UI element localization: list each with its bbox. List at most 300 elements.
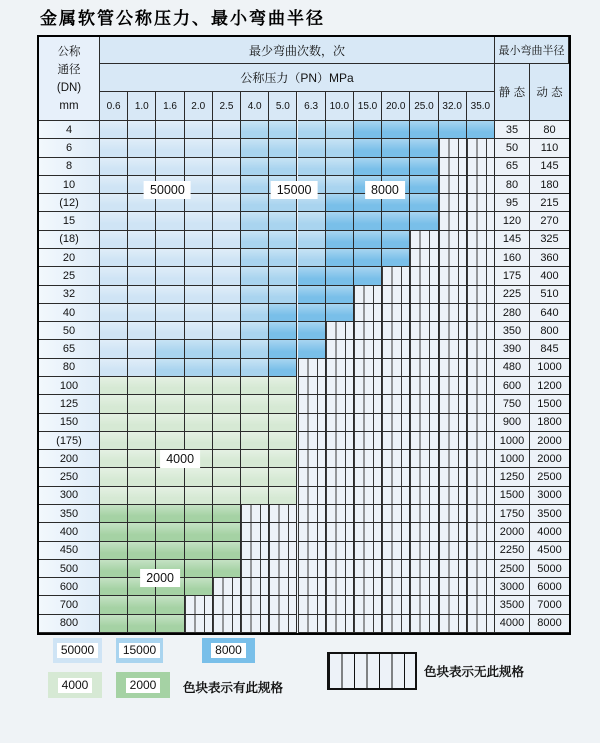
spec-cell [213, 542, 241, 560]
spec-cell [100, 121, 128, 139]
spec-cell [100, 340, 128, 358]
spec-cell [241, 121, 269, 139]
spec-cell [382, 249, 410, 267]
spec-cell [100, 414, 128, 432]
spec-cell [298, 158, 326, 176]
spec-cell [298, 322, 326, 340]
dynamic-value-cell: 6000 [530, 578, 569, 596]
no-spec-cell [467, 340, 495, 358]
spec-cell [326, 158, 354, 176]
spec-cell [410, 176, 438, 194]
spec-cell [241, 359, 269, 377]
spec-cell [269, 212, 297, 230]
no-spec-cell [410, 542, 438, 560]
no-spec-cell [326, 432, 354, 450]
no-spec-cell [354, 560, 382, 578]
no-spec-cell [439, 212, 467, 230]
spec-cell [354, 212, 382, 230]
dn-cell: 150 [39, 414, 100, 432]
no-spec-cell [382, 615, 410, 633]
spec-cell [326, 139, 354, 157]
spec-cell [241, 395, 269, 413]
no-spec-cell [467, 523, 495, 541]
spec-cell [298, 249, 326, 267]
no-spec-cell [467, 176, 495, 194]
spec-cell [100, 542, 128, 560]
no-spec-cell [298, 505, 326, 523]
no-spec-cell [382, 286, 410, 304]
spec-cell [326, 267, 354, 285]
no-spec-cell [410, 596, 438, 614]
dn-cell: 125 [39, 395, 100, 413]
no-spec-cell [382, 523, 410, 541]
spec-cell [354, 267, 382, 285]
no-spec-cell [241, 523, 269, 541]
spec-cell [298, 304, 326, 322]
spec-cell [128, 231, 156, 249]
static-value-cell: 65 [495, 158, 530, 176]
no-spec-cell [467, 267, 495, 285]
dn-cell: 4 [39, 121, 100, 139]
no-spec-cell [354, 322, 382, 340]
spec-cell [241, 249, 269, 267]
spec-cell [213, 359, 241, 377]
spec-cell [241, 340, 269, 358]
pressure-value-header: 32.0 [439, 92, 467, 121]
dn-column-header [39, 37, 100, 121]
no-spec-cell [410, 487, 438, 505]
no-spec-cell [439, 432, 467, 450]
no-spec-cell [467, 377, 495, 395]
spec-cell [156, 304, 184, 322]
spec-cell [156, 340, 184, 358]
no-spec-cell [298, 395, 326, 413]
no-spec-cell [241, 596, 269, 614]
no-spec-cell [298, 578, 326, 596]
static-value-cell: 175 [495, 267, 530, 285]
pressure-value-header: 20.0 [382, 92, 410, 121]
nominal-pressure-header: 公称压力（PN）MPa [100, 64, 495, 92]
no-spec-cell [439, 505, 467, 523]
no-spec-cell [354, 377, 382, 395]
no-spec-cell [439, 359, 467, 377]
spec-cell [185, 267, 213, 285]
spec-cell [241, 158, 269, 176]
no-spec-cell [326, 450, 354, 468]
spec-cell [156, 139, 184, 157]
no-spec-cell [241, 542, 269, 560]
spec-cell [185, 121, 213, 139]
no-spec-cell [354, 596, 382, 614]
no-spec-cell [298, 432, 326, 450]
no-spec-cell [382, 377, 410, 395]
spec-cell [213, 194, 241, 212]
legend-no-spec-text: 色块表示无此规格 [424, 665, 525, 679]
spec-cell [100, 395, 128, 413]
pressure-value-header: 4.0 [241, 92, 269, 121]
no-spec-cell [382, 432, 410, 450]
spec-cell [128, 340, 156, 358]
spec-cell [100, 560, 128, 578]
no-spec-cell [382, 487, 410, 505]
spec-cell [354, 158, 382, 176]
pressure-value-header: 1.6 [156, 92, 184, 121]
spec-cell [326, 286, 354, 304]
no-spec-cell [467, 231, 495, 249]
dn-cell: 700 [39, 596, 100, 614]
dynamic-value-cell: 325 [530, 231, 569, 249]
spec-cell [100, 523, 128, 541]
no-spec-cell [298, 450, 326, 468]
no-spec-cell [354, 615, 382, 633]
spec-cell [298, 139, 326, 157]
no-spec-cell [439, 414, 467, 432]
no-spec-cell [326, 615, 354, 633]
dynamic-value-cell: 80 [530, 121, 569, 139]
spec-cell [269, 414, 297, 432]
no-spec-cell [467, 139, 495, 157]
dynamic-value-cell: 2000 [530, 450, 569, 468]
no-spec-cell [467, 395, 495, 413]
no-spec-cell [439, 304, 467, 322]
page-title: 金属软管公称压力、最小弯曲半径 [40, 9, 325, 28]
spec-cell [241, 414, 269, 432]
static-value-cell: 750 [495, 395, 530, 413]
no-spec-cell [467, 432, 495, 450]
dynamic-value-cell: 400 [530, 267, 569, 285]
dynamic-value-cell: 1800 [530, 414, 569, 432]
no-spec-cell [269, 578, 297, 596]
spec-cell [156, 432, 184, 450]
no-spec-cell [439, 523, 467, 541]
dn-cell: 40 [39, 304, 100, 322]
spec-cell [100, 487, 128, 505]
spec-cell [213, 139, 241, 157]
spec-cell [100, 578, 128, 596]
spec-cell [269, 432, 297, 450]
spec-cell [213, 231, 241, 249]
spec-cell [269, 158, 297, 176]
spec-cell [326, 194, 354, 212]
dynamic-value-cell: 2500 [530, 468, 569, 486]
pressure-value-header: 25.0 [410, 92, 438, 121]
spec-cell [213, 377, 241, 395]
spec-cell [382, 139, 410, 157]
no-spec-cell [410, 304, 438, 322]
no-spec-cell [467, 505, 495, 523]
spec-cell [410, 139, 438, 157]
spec-cell [100, 377, 128, 395]
dn-cell: 20 [39, 249, 100, 267]
dn-cell: 250 [39, 468, 100, 486]
spec-cell [128, 139, 156, 157]
static-value-cell: 900 [495, 414, 530, 432]
spec-cell [100, 231, 128, 249]
spec-cell [269, 139, 297, 157]
spec-cell [100, 139, 128, 157]
no-spec-cell [382, 359, 410, 377]
dynamic-value-cell: 5000 [530, 560, 569, 578]
spec-cell [213, 304, 241, 322]
spec-cell [213, 432, 241, 450]
spec-cell [185, 231, 213, 249]
dn-cell: 800 [39, 615, 100, 633]
spec-cell [128, 505, 156, 523]
spec-cell [100, 322, 128, 340]
dn-cell: 350 [39, 505, 100, 523]
no-spec-cell [439, 340, 467, 358]
static-value-cell: 1250 [495, 468, 530, 486]
dn-cell: 10 [39, 176, 100, 194]
static-value-cell: 160 [495, 249, 530, 267]
legend-swatch-15000 [116, 638, 163, 663]
no-spec-cell [467, 194, 495, 212]
static-value-cell: 50 [495, 139, 530, 157]
no-spec-cell [439, 249, 467, 267]
no-spec-cell [269, 542, 297, 560]
legend-swatch-2000 [116, 672, 170, 698]
no-spec-cell [439, 560, 467, 578]
dynamic-value-cell: 1500 [530, 395, 569, 413]
dn-header-line: (DN) [56, 81, 82, 94]
no-spec-cell [185, 596, 213, 614]
no-spec-cell [298, 377, 326, 395]
spec-cell [241, 304, 269, 322]
spec-cell [128, 450, 156, 468]
dn-cell: 450 [39, 542, 100, 560]
static-value-cell: 390 [495, 340, 530, 358]
no-spec-cell [410, 377, 438, 395]
no-spec-cell [467, 304, 495, 322]
no-spec-cell [439, 578, 467, 596]
spec-cell [128, 615, 156, 633]
no-spec-cell [382, 560, 410, 578]
spec-cell [298, 231, 326, 249]
static-value-cell: 1750 [495, 505, 530, 523]
no-spec-cell [298, 468, 326, 486]
legend-swatch-label: 2000 [126, 678, 161, 693]
spec-cell [241, 139, 269, 157]
no-spec-cell [382, 468, 410, 486]
spec-cell [185, 286, 213, 304]
dn-cell: 25 [39, 267, 100, 285]
spec-cell [269, 395, 297, 413]
static-value-cell: 1500 [495, 487, 530, 505]
no-spec-cell [326, 505, 354, 523]
spec-cell [185, 395, 213, 413]
spec-cell [100, 158, 128, 176]
static-value-cell: 35 [495, 121, 530, 139]
spec-cell [128, 121, 156, 139]
no-spec-cell [410, 267, 438, 285]
spec-cell [100, 304, 128, 322]
spec-cell [410, 194, 438, 212]
spec-cell [128, 286, 156, 304]
no-spec-cell [326, 395, 354, 413]
dn-cell: 6 [39, 139, 100, 157]
no-spec-cell [382, 340, 410, 358]
dn-header-line: mm [59, 99, 79, 112]
spec-cell [326, 176, 354, 194]
pressure-value-header: 15.0 [354, 92, 382, 121]
dn-cell: 15 [39, 212, 100, 230]
dn-cell: 400 [39, 523, 100, 541]
spec-cell [128, 395, 156, 413]
no-spec-cell [326, 340, 354, 358]
spec-cell [128, 212, 156, 230]
static-value-cell: 600 [495, 377, 530, 395]
no-spec-cell [439, 267, 467, 285]
dynamic-value-cell: 640 [530, 304, 569, 322]
spec-cell [128, 359, 156, 377]
dn-header-line: 公称 [57, 45, 81, 58]
no-spec-cell [354, 432, 382, 450]
spec-cell [156, 542, 184, 560]
dn-cell: 8 [39, 158, 100, 176]
spec-cell [269, 286, 297, 304]
spec-cell [156, 249, 184, 267]
no-spec-cell [382, 267, 410, 285]
spec-cell [128, 304, 156, 322]
dynamic-value-cell: 845 [530, 340, 569, 358]
dn-cell: 200 [39, 450, 100, 468]
no-spec-cell [439, 596, 467, 614]
spec-cell [185, 560, 213, 578]
static-value-cell: 3000 [495, 578, 530, 596]
no-spec-cell [382, 505, 410, 523]
spec-cell [410, 212, 438, 230]
spec-cell [241, 432, 269, 450]
spec-cell [241, 322, 269, 340]
dynamic-value-cell: 4500 [530, 542, 569, 560]
spec-cell [382, 212, 410, 230]
spec-cell [156, 468, 184, 486]
legend-hatch-box [327, 652, 417, 690]
pressure-value-header: 35.0 [467, 92, 495, 121]
spec-cell [185, 212, 213, 230]
no-spec-cell [354, 414, 382, 432]
spec-cell [156, 121, 184, 139]
spec-cell [269, 231, 297, 249]
spec-cell [128, 267, 156, 285]
spec-cell [128, 414, 156, 432]
no-spec-cell [298, 523, 326, 541]
no-spec-cell [382, 450, 410, 468]
spec-cell [128, 377, 156, 395]
min-bend-radius-header: 最小弯曲半径 [495, 37, 569, 64]
dynamic-value-cell: 1000 [530, 359, 569, 377]
dynamic-column-header: 动 态 [530, 64, 569, 121]
no-spec-cell [410, 231, 438, 249]
spec-cell [185, 340, 213, 358]
spec-cell [354, 231, 382, 249]
spec-cell [185, 578, 213, 596]
dynamic-value-cell: 180 [530, 176, 569, 194]
spec-cell [298, 212, 326, 230]
spec-cell [439, 121, 467, 139]
spec-cell [100, 432, 128, 450]
spec-cell [185, 359, 213, 377]
spec-cell [213, 121, 241, 139]
spec-cell [241, 194, 269, 212]
no-spec-cell [410, 395, 438, 413]
no-spec-cell [326, 560, 354, 578]
spec-cell [128, 432, 156, 450]
static-value-cell: 145 [495, 231, 530, 249]
spec-cell [128, 487, 156, 505]
dn-cell: 50 [39, 322, 100, 340]
spec-cell [269, 468, 297, 486]
no-spec-cell [354, 578, 382, 596]
spec-cell [213, 340, 241, 358]
spec-cell [185, 158, 213, 176]
spec-cell [185, 139, 213, 157]
spec-cell [269, 322, 297, 340]
no-spec-cell [410, 359, 438, 377]
dynamic-value-cell: 1200 [530, 377, 569, 395]
spec-cell [100, 450, 128, 468]
spec-cell [156, 615, 184, 633]
no-spec-cell [298, 359, 326, 377]
spec-cell [100, 249, 128, 267]
static-value-cell: 2250 [495, 542, 530, 560]
spec-cell [156, 395, 184, 413]
no-spec-cell [354, 487, 382, 505]
spec-cell [354, 121, 382, 139]
no-spec-cell [354, 523, 382, 541]
dn-header-line: 通径 [57, 63, 81, 76]
legend-swatch-50000 [53, 638, 102, 663]
no-spec-cell [467, 249, 495, 267]
spec-cell [156, 231, 184, 249]
no-spec-cell [326, 359, 354, 377]
no-spec-cell [354, 450, 382, 468]
spec-cell [326, 231, 354, 249]
no-spec-cell [241, 560, 269, 578]
no-spec-cell [354, 505, 382, 523]
spec-cell [269, 340, 297, 358]
static-value-cell: 280 [495, 304, 530, 322]
spec-cell [326, 249, 354, 267]
dynamic-value-cell: 3500 [530, 505, 569, 523]
spec-cell [128, 249, 156, 267]
spec-cell [156, 377, 184, 395]
no-spec-cell [241, 578, 269, 596]
no-spec-cell [326, 596, 354, 614]
no-spec-cell [326, 523, 354, 541]
no-spec-cell [213, 578, 241, 596]
dynamic-value-cell: 3000 [530, 487, 569, 505]
dynamic-value-cell: 4000 [530, 523, 569, 541]
no-spec-cell [382, 304, 410, 322]
no-spec-cell [439, 542, 467, 560]
spec-cell [100, 596, 128, 614]
pressure-value-header: 5.0 [269, 92, 297, 121]
no-spec-cell [467, 468, 495, 486]
spec-cell [213, 487, 241, 505]
no-spec-cell [467, 560, 495, 578]
spec-cell [354, 249, 382, 267]
spec-cell [185, 523, 213, 541]
dynamic-value-cell: 360 [530, 249, 569, 267]
static-value-cell: 225 [495, 286, 530, 304]
spec-cell [185, 487, 213, 505]
spec-cell [100, 194, 128, 212]
spec-cell [156, 505, 184, 523]
no-spec-cell [298, 542, 326, 560]
spec-cell [156, 158, 184, 176]
cycle-count-label: 50000 [144, 181, 191, 199]
